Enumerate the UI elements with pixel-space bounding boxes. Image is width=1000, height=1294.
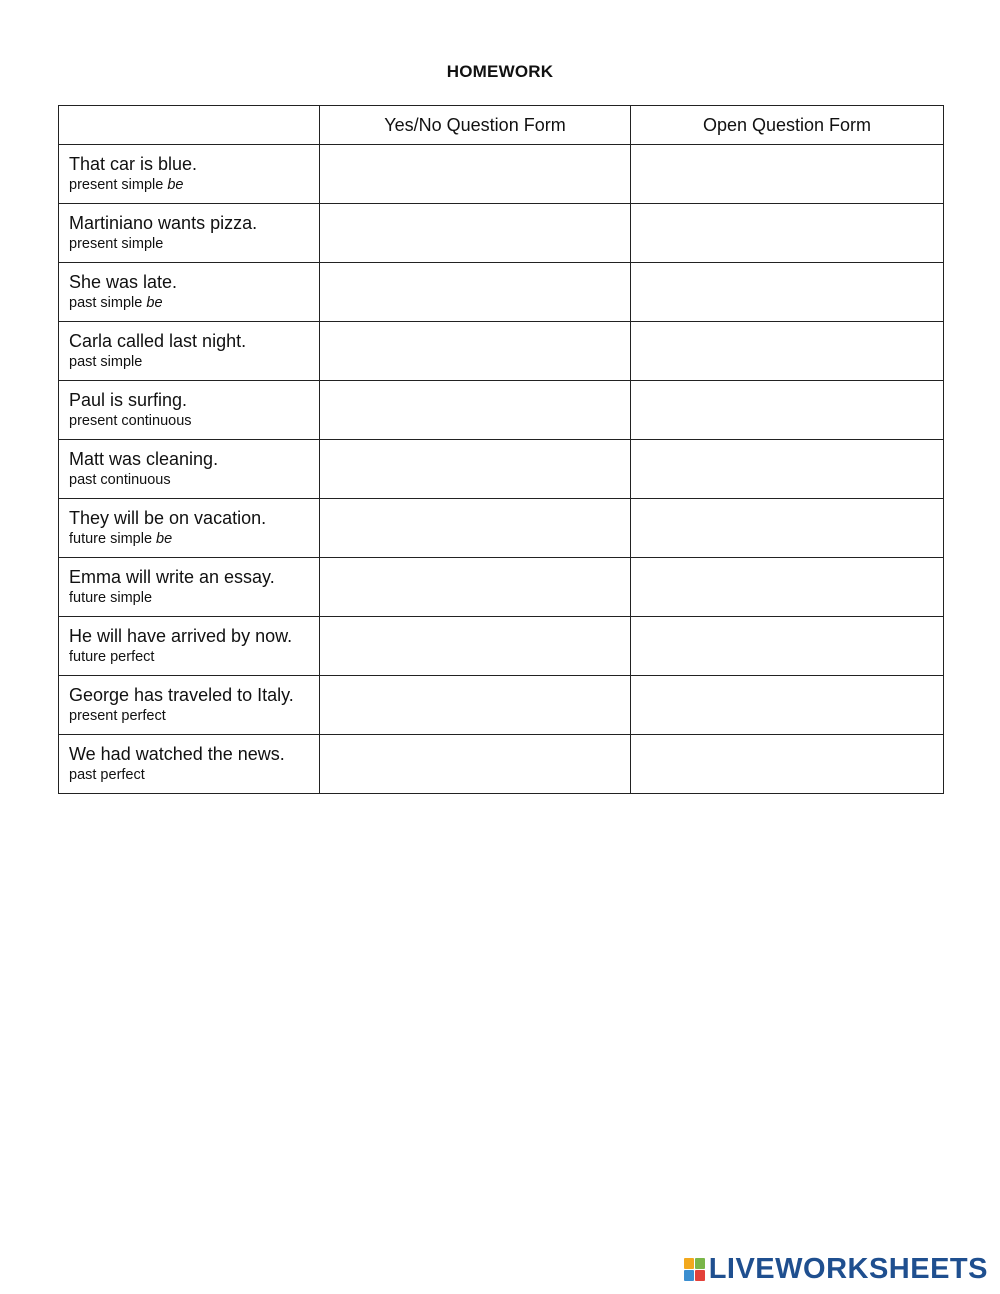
- sentence-cell: [59, 558, 320, 617]
- sentence-text: She was late.: [69, 272, 178, 292]
- sentence-cell: [59, 676, 320, 735]
- sentence-cell: [59, 381, 320, 440]
- sentence-text: Carla called last night.: [69, 331, 247, 351]
- tense-label: [59, 765, 319, 784]
- tense-label: [59, 647, 319, 666]
- table-row: [59, 204, 944, 263]
- yes-no-answer-cell[interactable]: [320, 381, 631, 440]
- table-row: [59, 381, 944, 440]
- logo-text: LIVEWORKSHEETS: [708, 1253, 988, 1285]
- table-row: [59, 322, 944, 381]
- liveworksheets-logo: [684, 1254, 988, 1284]
- table-row: [59, 263, 944, 322]
- homework-table: [58, 105, 944, 794]
- yes-no-answer-cell[interactable]: [320, 735, 631, 794]
- tense-label: [59, 706, 319, 725]
- sentence-text: They will be on vacation.: [69, 508, 267, 528]
- sentence-text: We had watched the news.: [69, 744, 285, 764]
- open-answer-cell[interactable]: [631, 145, 944, 204]
- tense-name: present perfect: [69, 708, 166, 724]
- yes-no-answer-cell[interactable]: [320, 204, 631, 263]
- sentence-cell: [59, 204, 320, 263]
- tense-name: future simple: [69, 531, 153, 547]
- logo-mark-e: [695, 1270, 705, 1281]
- tense-label: [59, 411, 319, 430]
- sentence-text: He will have arrived by now.: [69, 626, 293, 646]
- open-answer-cell[interactable]: [631, 735, 944, 794]
- sentence-cell: [59, 735, 320, 794]
- yes-no-answer-cell[interactable]: [320, 676, 631, 735]
- sentence-cell: [59, 322, 320, 381]
- yes-no-answer-cell[interactable]: [320, 558, 631, 617]
- sentence-cell: [59, 263, 320, 322]
- tense-label: [59, 234, 319, 253]
- yes-no-answer-cell[interactable]: [320, 263, 631, 322]
- table-row: [59, 735, 944, 794]
- tense-label: [59, 175, 319, 194]
- open-answer-cell[interactable]: [631, 558, 944, 617]
- tense-suffix: be: [156, 531, 173, 547]
- open-answer-cell[interactable]: [631, 381, 944, 440]
- header-yes-no-question: Yes/No Question Form: [320, 106, 631, 145]
- open-answer-cell[interactable]: [631, 617, 944, 676]
- logo-mark-l: [684, 1258, 694, 1269]
- tense-label: [59, 352, 319, 371]
- table-row: [59, 617, 944, 676]
- tense-label: [59, 529, 319, 548]
- table-row: [59, 676, 944, 735]
- open-answer-cell[interactable]: [631, 676, 944, 735]
- tense-label: [59, 588, 319, 607]
- tense-name: past simple: [69, 295, 143, 311]
- open-answer-cell[interactable]: [631, 440, 944, 499]
- sentence-text: Emma will write an essay.: [69, 567, 275, 587]
- table-row: [59, 440, 944, 499]
- yes-no-answer-cell[interactable]: [320, 440, 631, 499]
- sentence-text: Matt was cleaning.: [69, 449, 219, 469]
- logo-mark-i: [695, 1258, 705, 1269]
- tense-name: future simple: [69, 590, 153, 606]
- tense-suffix: be: [167, 177, 184, 193]
- open-answer-cell[interactable]: [631, 204, 944, 263]
- tense-name: future perfect: [69, 649, 155, 665]
- tense-label: [59, 293, 319, 312]
- liveworksheets-logo-icon: [684, 1258, 705, 1281]
- tense-name: past simple: [69, 354, 143, 370]
- tense-name: past continuous: [69, 472, 171, 488]
- table-header-row: [59, 106, 944, 145]
- open-answer-cell[interactable]: [631, 322, 944, 381]
- header-sentence: [59, 106, 320, 145]
- yes-no-answer-cell[interactable]: [320, 617, 631, 676]
- sentence-text: Paul is surfing.: [69, 390, 188, 410]
- open-answer-cell[interactable]: [631, 499, 944, 558]
- yes-no-answer-cell[interactable]: [320, 145, 631, 204]
- table-row: [59, 499, 944, 558]
- yes-no-answer-cell[interactable]: [320, 499, 631, 558]
- sentence-cell: [59, 499, 320, 558]
- page-title: HOMEWORK: [446, 62, 554, 81]
- tense-label: [59, 470, 319, 489]
- tense-name: past perfect: [69, 767, 145, 783]
- header-open-question: Open Question Form: [631, 106, 944, 145]
- logo-mark-v: [684, 1270, 694, 1281]
- table-row: [59, 145, 944, 204]
- tense-name: present simple: [69, 177, 164, 193]
- sentence-text: George has traveled to Italy.: [69, 685, 294, 705]
- sentence-text: That car is blue.: [69, 154, 198, 174]
- sentence-cell: [59, 617, 320, 676]
- yes-no-answer-cell[interactable]: [320, 322, 631, 381]
- sentence-cell: [59, 145, 320, 204]
- tense-suffix: be: [146, 295, 163, 311]
- tense-name: present simple: [69, 236, 164, 252]
- open-answer-cell[interactable]: [631, 263, 944, 322]
- sentence-cell: [59, 440, 320, 499]
- tense-name: present continuous: [69, 413, 192, 429]
- sentence-text: Martiniano wants pizza.: [69, 213, 258, 233]
- table-row: [59, 558, 944, 617]
